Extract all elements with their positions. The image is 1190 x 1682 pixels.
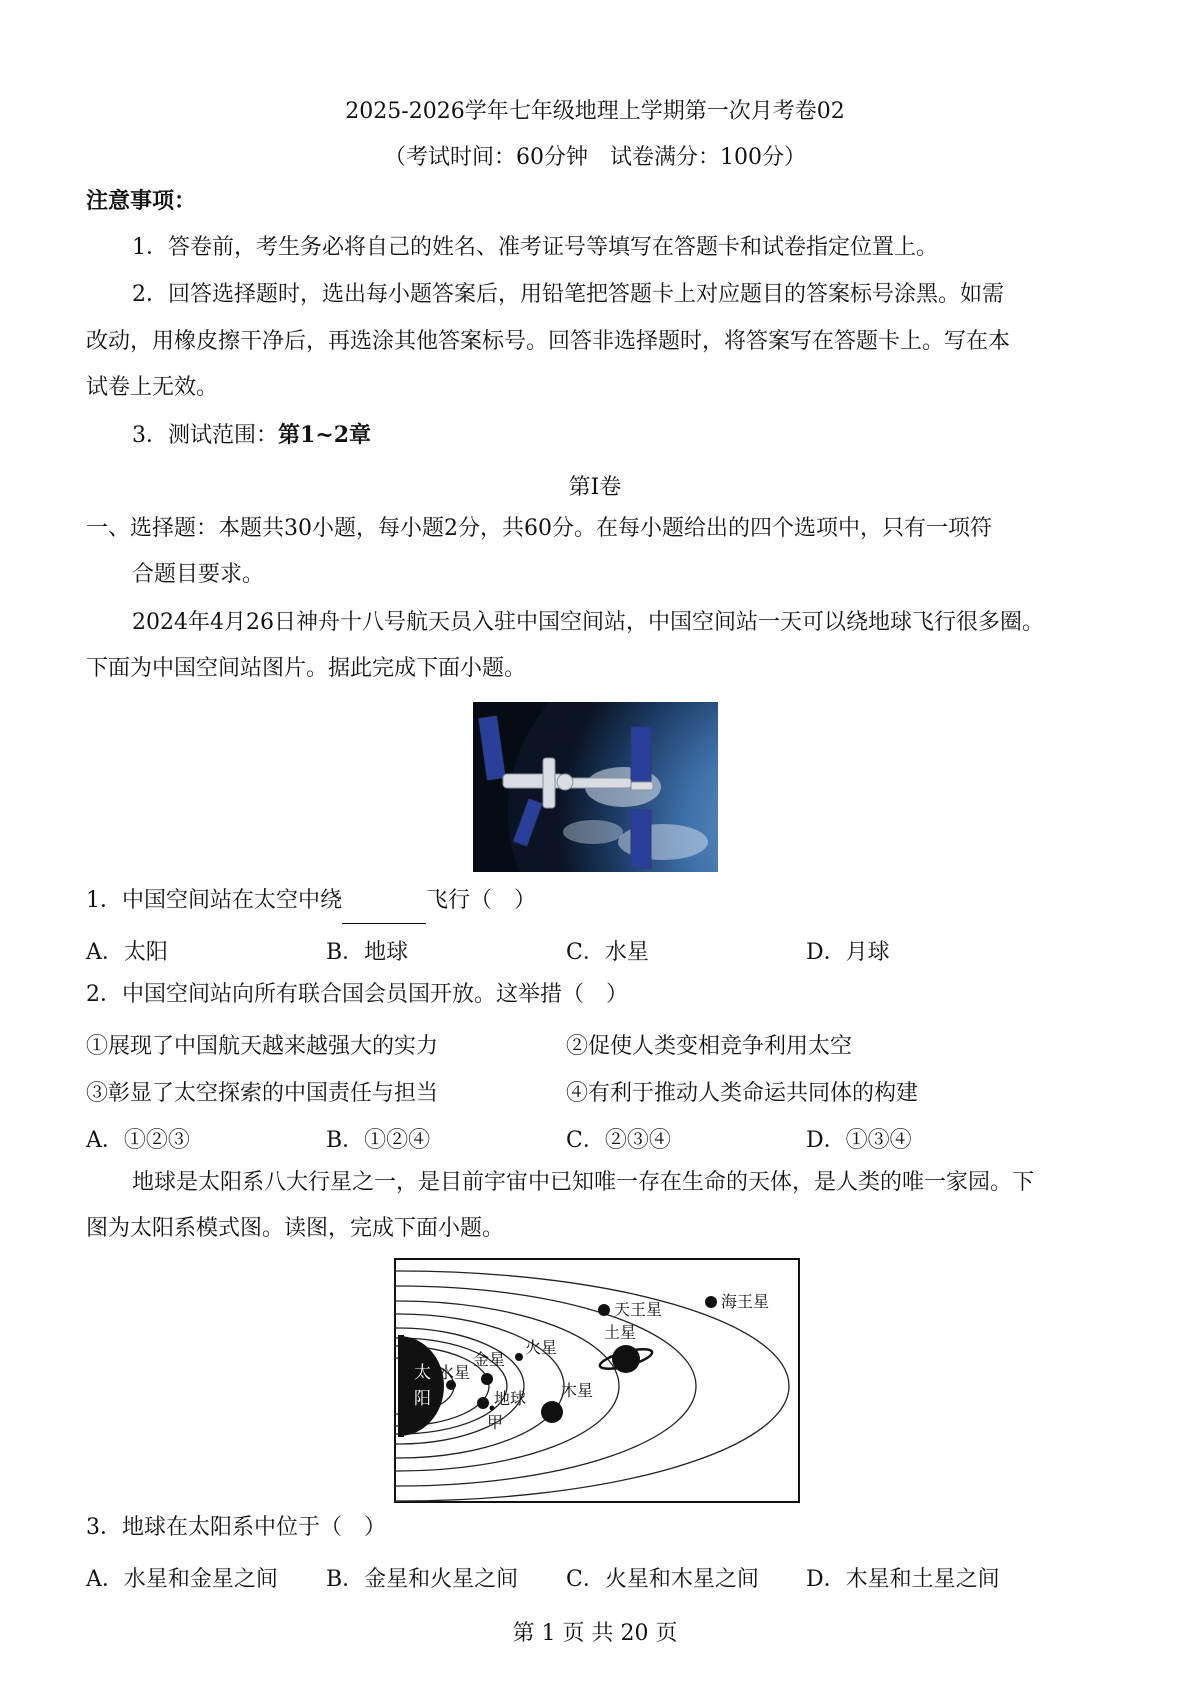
notice-item-3 [132, 412, 1162, 459]
q3-option-d: D．木星和土星之间 [806, 1567, 1000, 1592]
notice-item-2-line1: 2．回答选择题时，选出每小题答案后，用铅笔把答题卡上对应题目的答案标号涂黑。如需 [132, 282, 1005, 307]
q2-option-c: C．②③④ [566, 1128, 671, 1153]
solar-system-figure [394, 1258, 800, 1503]
q1-option-b: B．地球 [326, 940, 409, 965]
exam-title: 2025-2026学年七年级地理上学期第一次月考卷02 [345, 99, 845, 124]
q2-option-b: B．①②④ [326, 1128, 431, 1153]
q2-statement-3: ③彰显了太空探索的中国责任与担当 [86, 1081, 439, 1106]
notice-item-2-line2: 改动，用橡皮擦干净后，再选涂其他答案标号。回答非选择题时，将答案写在答题卡上。写在本 [86, 329, 1011, 354]
q2-stem: 2．中国空间站向所有联合国会员国开放。这举措（ ） [86, 982, 628, 1007]
q3-option-a: A．水星和金星之间 [86, 1567, 278, 1592]
neptune-label: 海王星 [721, 1292, 770, 1311]
q2-option-a: A．①②③ [86, 1128, 190, 1153]
passage1-line2: 下面为中国空间站图片。据此完成下面小题。 [86, 656, 527, 681]
venus-dot [481, 1373, 493, 1385]
uranus-label: 天王星 [614, 1300, 663, 1319]
exam-subtitle: （考试时间：60分钟 试卷满分：100分） [384, 145, 806, 170]
notice-heading: 注意事项： [86, 188, 197, 214]
space-station-image [473, 702, 718, 872]
q1-stem [86, 878, 1116, 924]
q3-option-b: B．金星和火星之间 [326, 1567, 519, 1592]
q3-stem: 3．地球在太阳系中位于（ ） [86, 1515, 386, 1540]
sun-label-2: 阳 [414, 1389, 431, 1409]
q2-statement-1: ①展现了中国航天越来越强大的实力 [86, 1034, 439, 1059]
uranus-dot [598, 1304, 610, 1316]
notice-item-1: 1．答卷前，考生务必将自己的姓名、准考证号等填写在答题卡和试卷指定位置上。 [132, 235, 938, 260]
section-heading-line1: 一、选择题：本题共30小题，每小题2分，共60分。在每小题给出的四个选项中，只有一项符 [86, 516, 992, 541]
neptune-dot [705, 1296, 717, 1308]
sun-label-1: 太 [414, 1363, 431, 1383]
q1-stem-after: 飞行（ ） [426, 888, 537, 913]
q1-option-c: C．水星 [566, 940, 649, 965]
q1-option-a: A．太阳 [86, 940, 168, 965]
jupiter-label: 木星 [561, 1381, 594, 1400]
q3-option-c: C．火星和木星之间 [566, 1567, 759, 1592]
jia-label: 甲 [487, 1413, 504, 1432]
passage1-line1: 2024年4月26日神舟十八号航天员入驻中国空间站，中国空间站一天可以绕地球飞行很多圈。 [132, 610, 1044, 635]
passage2-line2: 图为太阳系模式图。读图，完成下面小题。 [86, 1216, 505, 1241]
venus-label: 金星 [473, 1350, 506, 1369]
passage2-line1: 地球是太阳系八大行星之一，是目前宇宙中已知唯一存在生命的天体，是人类的唯一家园。下 [132, 1170, 1035, 1195]
mercury-label: 水星 [438, 1363, 471, 1382]
earth-dot [477, 1397, 489, 1409]
notice-item-3-prefix: 3．测试范围： [132, 423, 278, 448]
notice-item-2-line3: 试卷上无效。 [86, 375, 219, 400]
section-heading-line2: 合题目要求。 [132, 562, 265, 587]
notice-item-3-value: 第1~2章 [278, 422, 372, 448]
q2-option-d: D．①③④ [806, 1128, 912, 1153]
q1-stem-before: 1．中国空间站在太空中绕 [86, 888, 342, 913]
mars-dot [515, 1353, 523, 1361]
volume-label: 第Ⅰ卷 [568, 475, 622, 500]
saturn-label: 土星 [604, 1323, 637, 1342]
solar-system-diagram [394, 1258, 800, 1503]
page-number: 第 1 页 共 20 页 [512, 1621, 678, 1646]
q2-statement-4: ④有利于推动人类命运共同体的构建 [566, 1081, 919, 1106]
q2-statement-2: ②促使人类变相竞争利用太空 [566, 1034, 853, 1059]
q1-answer-blank [342, 899, 426, 924]
space-station-picture [473, 702, 718, 872]
earth-label: 地球 [494, 1389, 527, 1408]
mars-label: 火星 [525, 1338, 558, 1357]
jupiter-dot [541, 1401, 563, 1423]
q1-option-d: D．月球 [806, 940, 890, 965]
